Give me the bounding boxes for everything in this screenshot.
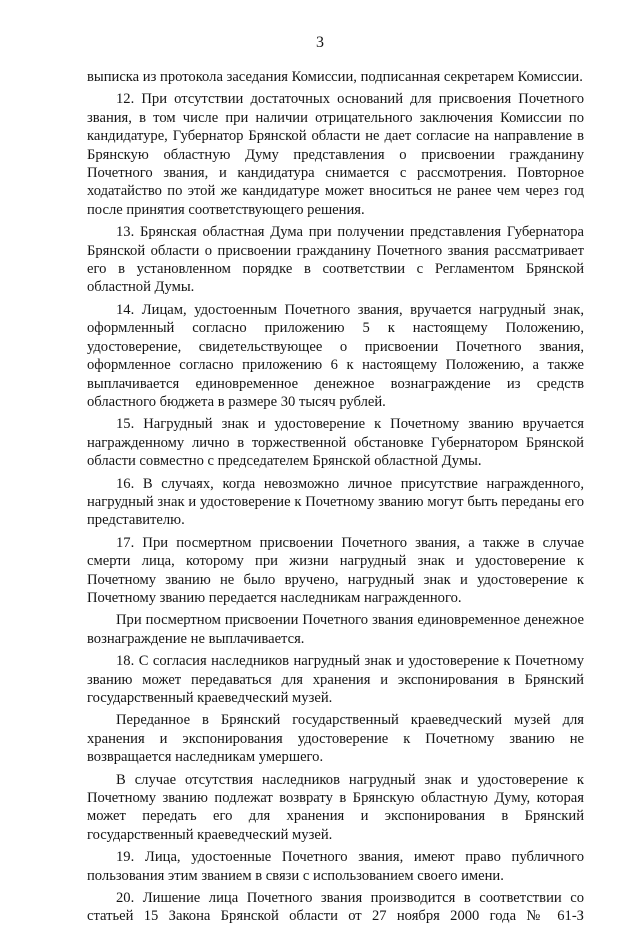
paragraph-18: 18. С согласия наследников нагрудный знак и удостоверение к Почетному званию может передаваться для хранения и экспонирования в Брянский государственный краеведческий музей. [87, 653, 584, 706]
paragraph-16: 16. В случаях, когда невозможно личное присутствие награжденного, нагрудный знак и удостоверение к Почетному званию могут быть переданы его представителю. [87, 475, 584, 529]
paragraph-12: 12. При отсутствии достаточных оснований для присвоения Почетного звания, в том числе при наличии отрицательного заключения Комиссии по кандидатуре, Губернатор Брянской области не дает согласие на направление в Брянскую областную Думу представления о присвоении гражданину Почетного звания, и кандидатура снимается с рассмотрения. Повторное ходатайство по этой же кандидатуре может вноситься не ранее чем через год после принятия соответствующего решения. [87, 91, 584, 218]
paragraph-18-museum: Переданное в Брянский государственный краеведческий музей для хранения и экспонирования удостоверение к Почетному званию не возвращается наследникам умершего. [87, 712, 584, 766]
paragraph-17-note: При посмертном присвоении Почетного звания единовременное денежное вознаграждение не выплачивается. [87, 612, 584, 647]
page-number: 3 [316, 34, 324, 51]
document-body [87, 68, 584, 926]
paragraph-20: 20. Лишение лица Почетного звания производится в соответствии со статьей 15 Закона Брянской области от 27 ноября 2000 года № 61-З [87, 890, 584, 925]
paragraph-15: 15. Нагрудный знак и удостоверение к Почетному званию вручается награжденному лично в торжественной обстановке Губернатором Брянской области совместно с председателем Брянской областной Думы. [87, 416, 584, 470]
paragraph-14: 14. Лицам, удостоенным Почетного звания, вручается нагрудный знак, оформленный согласно приложению 5 к настоящему Положению, удостоверение, свидетельствующее о присвоении Почетного звания, оформленное согласно приложению 6 к настоящему Положению, а также выплачивается единовременное денежное вознаграждение из средств областного бюджета в размере 30 тысяч рублей. [87, 301, 584, 410]
paragraph-17: 17. При посмертном присвоении Почетного звания, а также в случае смерти лица, которому при жизни нагрудный знак и удостоверение к Почетному званию не было вручено, нагрудный знак и удостоверение к Почетному званию передается наследникам награжденного. [87, 534, 584, 606]
paragraph-13: 13. Брянская областная Дума при получении представления Губернатора Брянской области о присвоении гражданину Почетного звания рассматривает его в установленном порядке в соответствии с Регламентом Брянской областной Думы. [87, 224, 584, 296]
paragraph-continuation: выписка из протокола заседания Комиссии, подписанная секретарем Комиссии. [87, 69, 583, 85]
paragraph-18-no-heirs: В случае отсутствия наследников нагрудный знак и удостоверение к Почетному званию подлежат возврату в Брянскую областную Думу, которая может передать его для хранения и экспонирования в Брянский государственный краеведческий музей. [87, 771, 584, 843]
paragraph-19: 19. Лица, удостоенные Почетного звания, имеют право публичного пользования этим званием в связи с использованием своего имени. [87, 849, 584, 884]
